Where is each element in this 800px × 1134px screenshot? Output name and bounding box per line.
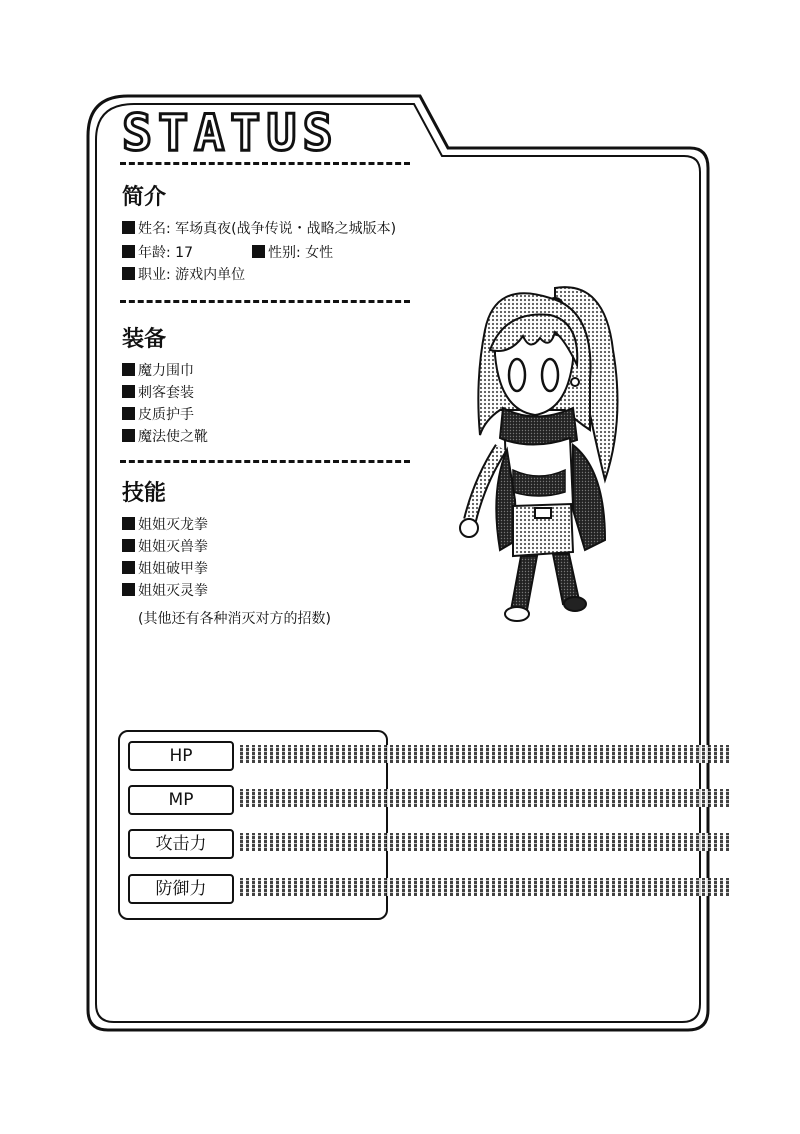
bullet-square-icon: [122, 407, 135, 420]
equipment-item-label: 魔法使之靴: [138, 429, 208, 445]
skill-item-label: 姐姐灭龙拳: [138, 517, 208, 533]
page-title: STATUS: [122, 104, 339, 162]
stat-bar-defense: [240, 878, 732, 896]
bullet-square-icon: [122, 539, 135, 552]
stat-label-defense: 防御力: [128, 874, 234, 904]
bullet-square-icon: [122, 583, 135, 596]
bullet-square-icon: [122, 267, 135, 280]
divider: [120, 300, 410, 303]
stat-bar-attack: [240, 833, 732, 851]
chibi-character-icon: [455, 270, 635, 640]
skill-item: [122, 582, 208, 600]
age-label: 年龄:: [138, 245, 171, 261]
equipment-item-label: 魔力围巾: [138, 363, 194, 379]
bullet-square-icon: [122, 561, 135, 574]
stat-label-attack: 攻击力: [128, 829, 234, 859]
skill-item-label: 姐姐破甲拳: [138, 561, 208, 577]
skill-item: [122, 538, 208, 556]
equipment-item: [122, 362, 194, 380]
name-label: 姓名:: [138, 221, 171, 237]
bullet-square-icon: [122, 221, 135, 234]
skills-heading: 技能: [122, 481, 167, 506]
gender-label: 性别:: [268, 245, 301, 261]
stat-label-hp: HP: [128, 741, 234, 771]
stat-bar-mp: [240, 789, 732, 807]
profile-gender-row: [252, 244, 333, 262]
bullet-square-icon: [252, 245, 265, 258]
skill-item-label: 姐姐灭兽拳: [138, 539, 208, 555]
job-value: 游戏内单位: [175, 267, 246, 283]
equipment-item: [122, 428, 208, 446]
equipment-item-label: 皮质护手: [138, 407, 194, 423]
stat-label-mp: MP: [128, 785, 234, 815]
profile-name-row: [122, 220, 396, 238]
name-value: 军场真夜(战争传说・战略之城版本): [175, 221, 397, 237]
skills-note: (其他还有各种消灭对方的招数): [138, 611, 331, 627]
equipment-item: [122, 384, 194, 402]
equipment-item: [122, 406, 194, 424]
gender-value: 女性: [305, 245, 334, 261]
stat-bar-hp: [240, 745, 732, 763]
divider: [120, 162, 410, 165]
bullet-square-icon: [122, 517, 135, 530]
equipment-item-label: 刺客套装: [138, 385, 194, 401]
profile-heading: 简介: [122, 185, 167, 210]
profile-age-row: [122, 244, 193, 262]
bullet-square-icon: [122, 363, 135, 376]
equipment-heading: 装备: [122, 327, 167, 352]
bullet-square-icon: [122, 245, 135, 258]
divider: [120, 460, 410, 463]
job-label: 职业:: [138, 267, 171, 283]
skill-item: [122, 560, 208, 578]
bullet-square-icon: [122, 385, 135, 398]
age-value: 17: [175, 245, 193, 261]
bullet-square-icon: [122, 429, 135, 442]
profile-job-row: [122, 266, 245, 284]
skill-item: [122, 516, 208, 534]
skill-item-label: 姐姐灭灵拳: [138, 583, 208, 599]
